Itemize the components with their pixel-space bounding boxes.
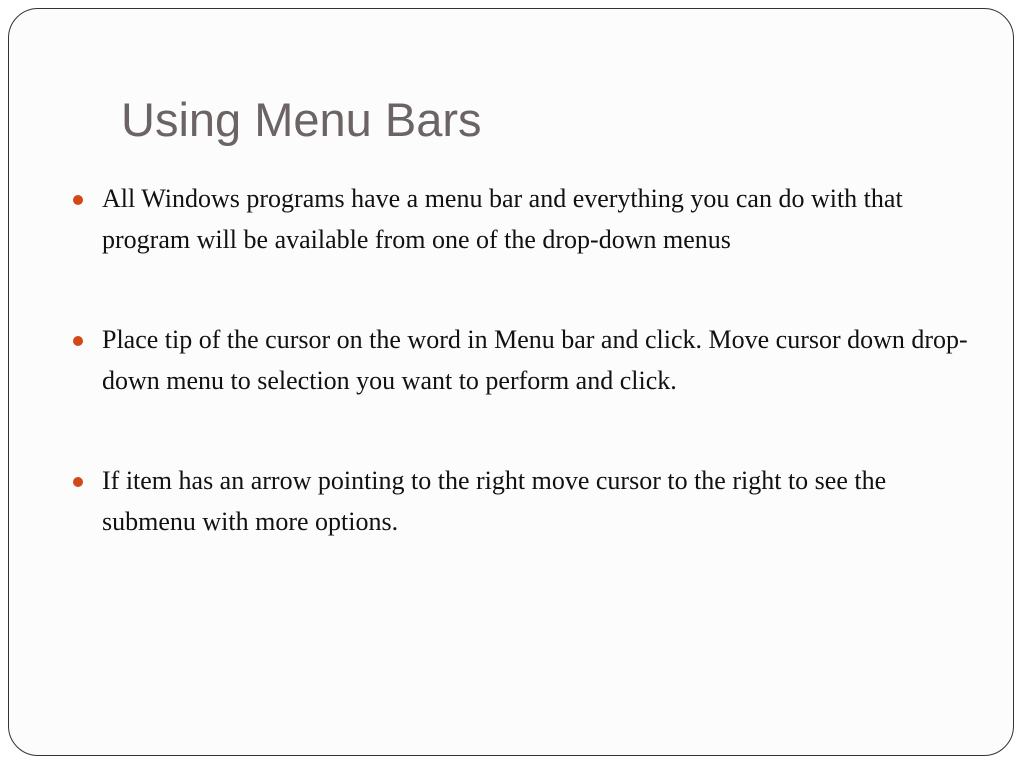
bullet-list [71, 179, 971, 602]
bullet-dot-icon [73, 477, 83, 487]
slide-frame [8, 8, 1014, 756]
bullet-dot-icon [73, 195, 83, 205]
bullet-item [71, 179, 971, 260]
bullet-text: Place tip of the cursor on the word in Menu bar and click. Move cursor down drop-down menu to selection you want to perform and click. [102, 325, 968, 395]
bullet-text: All Windows programs have a menu bar and everything you can do with that program will be available from one of the drop-down menus [102, 184, 903, 254]
slide-title: Using Menu Bars [121, 93, 482, 146]
bullet-item [71, 320, 971, 401]
bullet-item [71, 461, 971, 542]
bullet-text: If item has an arrow pointing to the right move cursor to the right to see the submenu with more options. [102, 466, 887, 536]
bullet-dot-icon [73, 336, 83, 346]
